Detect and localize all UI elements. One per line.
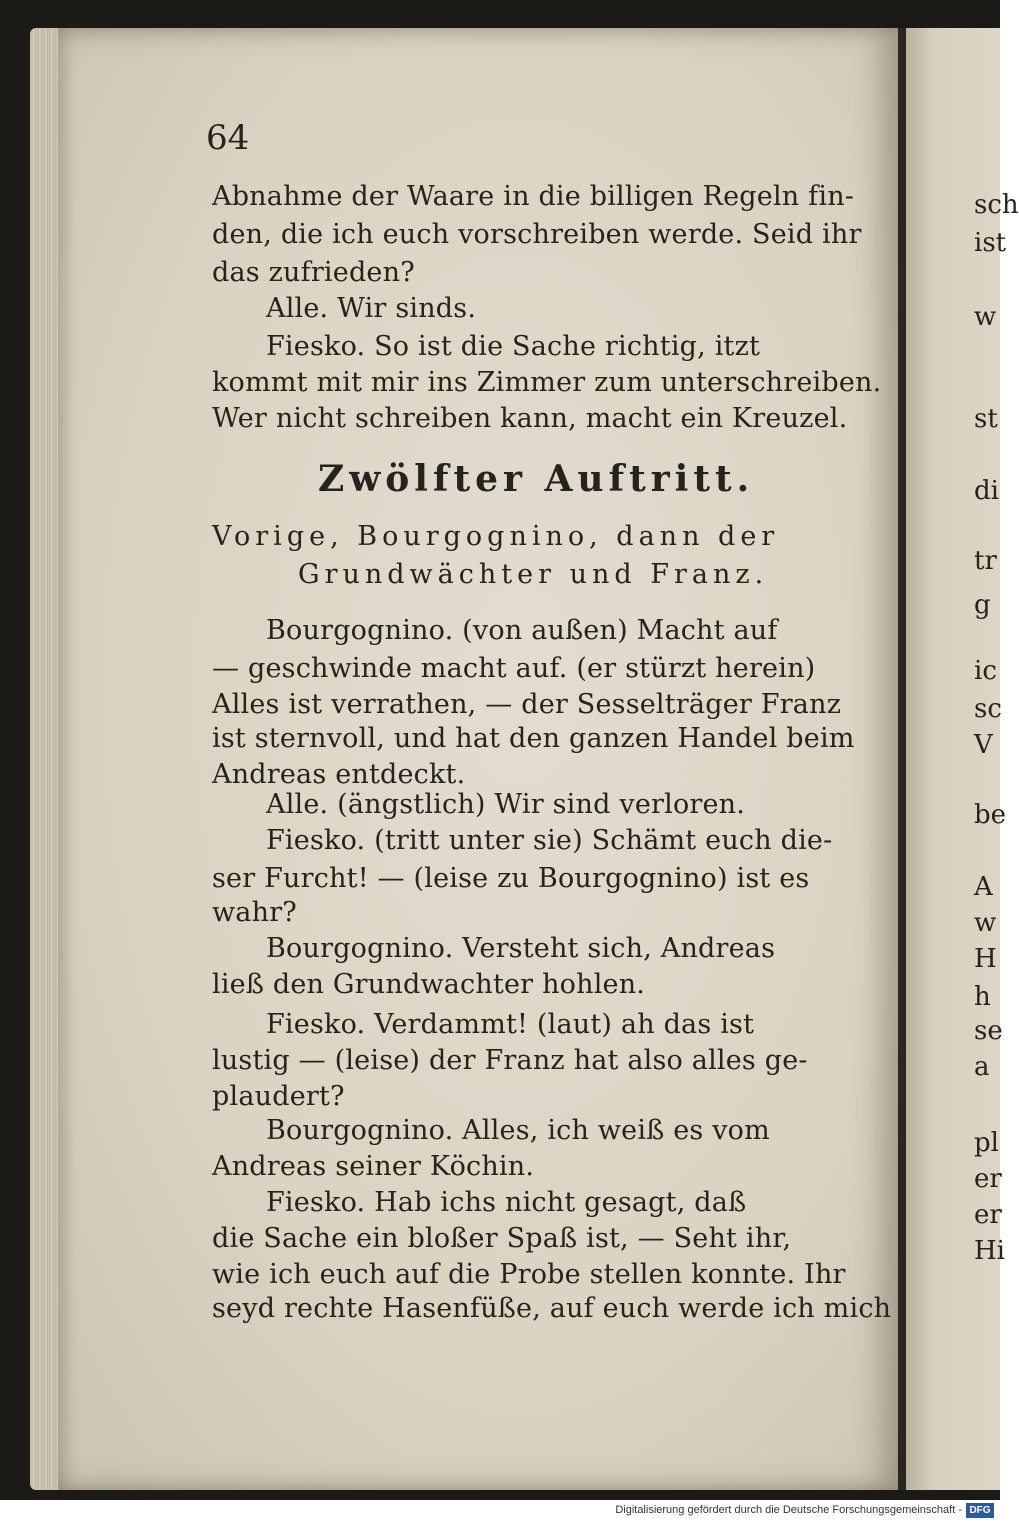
right-page-fragment: ist [974, 228, 1007, 258]
funding-notice: Digitalisierung gefördert durch die Deutsche Forschungsgemeinschaft - [615, 1504, 962, 1516]
right-page-fragment: er [974, 1164, 1002, 1194]
text-line: Andreas seiner Köchin. [212, 1151, 535, 1182]
stage-direction-line: Vorige, Bourgognino, dann der [212, 521, 780, 552]
text-line: wahr? [212, 897, 297, 928]
right-page-fragment: A [974, 872, 993, 902]
text-line: — geschwinde macht auf. (er stürzt herein) [212, 653, 816, 684]
text-line: wie ich euch auf die Probe stellen konnte. Ihr [212, 1259, 846, 1290]
speaker-line: Alle. Wir sinds. [266, 293, 477, 324]
speaker-line: Bourgognino. Alles, ich weiß es vom [266, 1115, 770, 1146]
speaker-line: Bourgognino. (von außen) Macht auf [266, 615, 778, 646]
text-line: die Sache ein bloßer Spaß ist, — Seht ihr, [212, 1223, 792, 1254]
text-line: ist sternvoll, und hat den ganzen Handel beim [212, 723, 855, 754]
right-page-fragment: sc [974, 694, 1002, 724]
right-page-fragment: ic [974, 656, 997, 686]
speaker-line: Fiesko. Hab ichs nicht gesagt, daß [266, 1187, 747, 1218]
right-page-fragment: st [974, 404, 998, 434]
right-page-fragment: sch [974, 190, 1019, 220]
right-page-fragment: w [974, 302, 997, 332]
right-page-fragment: g [974, 590, 991, 620]
footer-bar [0, 1500, 1000, 1523]
text-line: lustig — (leise) der Franz hat also alles ge- [212, 1045, 808, 1076]
text-line: Andreas entdeckt. [212, 759, 466, 790]
right-page-fragment: er [974, 1200, 1002, 1230]
speaker-line: Bourgognino. Versteht sich, Andreas [266, 933, 776, 964]
text-line: seyd rechte Hasenfüße, auf euch werde ich mich [212, 1293, 892, 1324]
right-page-fragment: Hi [974, 1236, 1005, 1266]
page-number: 64 [206, 118, 250, 158]
dfg-logo: DFG [966, 1503, 994, 1518]
text-line: ser Furcht! — (leise zu Bourgognino) ist es [212, 863, 810, 894]
speaker-line: Fiesko. (tritt unter sie) Schämt euch die- [266, 825, 833, 856]
text-line: Wer nicht schreiben kann, macht ein Kreuzel. [212, 403, 848, 434]
right-page-fragment: pl [974, 1128, 999, 1158]
right-page-fragment: a [974, 1052, 990, 1082]
text-line: Alles ist verrathen, — der Sesselträger Franz [212, 689, 842, 720]
speaker-line: Fiesko. Verdammt! (laut) ah das ist [266, 1009, 755, 1040]
stage-direction-line: Grundwächter und Franz. [298, 559, 769, 590]
right-page-fragment: di [974, 476, 999, 506]
text-line: plaudert? [212, 1081, 345, 1112]
speaker-line: Alle. (ängstlich) Wir sind verloren. [266, 789, 746, 820]
right-page-fragment: w [974, 908, 997, 938]
right-page-fragment: h [974, 982, 991, 1012]
text-line: ließ den Grundwachter hohlen. [212, 969, 646, 1000]
right-page-fragment: tr [974, 546, 997, 576]
right-page-fragment: V [974, 730, 993, 760]
right-page-fragment: be [974, 800, 1007, 830]
text-line: kommt mit mir ins Zimmer zum unterschreiben. [212, 367, 882, 398]
text-line: den, die ich euch vorschreiben werde. Seid ihr [212, 219, 862, 250]
right-page-fragment: se [974, 1016, 1003, 1046]
text-line: das zufrieden? [212, 257, 415, 288]
right-page-fragment: H [974, 944, 997, 974]
text-line: Abnahme der Waare in die billigen Regeln fin- [212, 181, 855, 212]
scene-heading: Zwölfter Auftritt. [318, 458, 755, 500]
speaker-line: Fiesko. So ist die Sache richtig, itzt [266, 331, 761, 362]
